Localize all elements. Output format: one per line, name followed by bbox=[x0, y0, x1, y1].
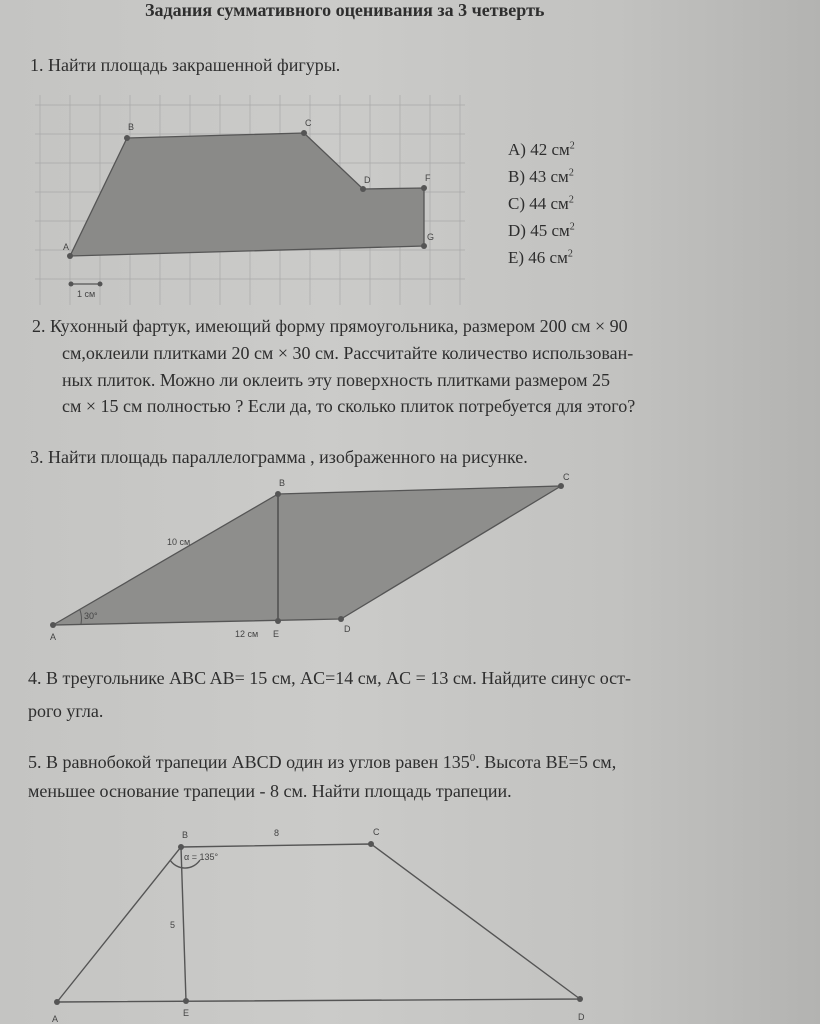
q5-point-b: B bbox=[182, 830, 189, 840]
q1-point-d: D bbox=[364, 175, 371, 185]
q3-parallelogram bbox=[53, 486, 561, 625]
q3-point-d: D bbox=[344, 624, 351, 634]
q3-point-a: A bbox=[50, 632, 57, 642]
q1-answer-d: D) 45 $см^2$ bbox=[508, 221, 575, 240]
q1-text: 1. Найти площадь закрашенной фигуры. bbox=[30, 55, 341, 75]
q1-point-f: F bbox=[425, 173, 431, 183]
q1-point-c: C bbox=[305, 118, 312, 128]
q5-point-d: D bbox=[578, 1012, 585, 1022]
q1-point-g: G bbox=[427, 232, 435, 242]
q5-point-c: C bbox=[373, 827, 380, 837]
q1-answer-b: B) 43 $см^2$ bbox=[508, 167, 574, 186]
q2-line-1: 2. Кухонный фартук, имеющий форму прямоугольника, размером 200 см × 90 bbox=[32, 316, 628, 336]
q1-answer-e: E) 46 $см^2$ bbox=[508, 248, 573, 267]
q1-answer-c: C) 44 $см^2$ bbox=[508, 194, 574, 213]
q2-line-2: см,оклеили плитками 20 см × 30 см. Рассчитайте количество использован- bbox=[62, 343, 634, 363]
q1-point-b: B bbox=[128, 122, 135, 132]
q5-top-label: 8 bbox=[274, 828, 280, 838]
q3-point-b: B bbox=[279, 478, 286, 488]
q5-point-e: E bbox=[183, 1008, 190, 1018]
q5-line-1: 5. В равнобокой трапеции ABCD один из углов равен $135^0$. Высота BE=5 см, bbox=[28, 752, 617, 772]
q3-text: 3. Найти площадь параллелограмма , изображенного на рисунке. bbox=[30, 447, 528, 467]
q3-point-c: C bbox=[563, 472, 570, 482]
q5-angle-label: α = 135° bbox=[184, 852, 219, 862]
q5-point-a: A bbox=[52, 1014, 59, 1024]
q1-shaded-figure bbox=[70, 133, 424, 256]
q1-scale-label: 1 см bbox=[77, 289, 96, 299]
q3-side-label: 10 см bbox=[167, 537, 191, 547]
q4-line-1: 4. В треугольнике ABC AB= 15 см, AC=14 см, AC = 13 см. Найдите синус ост- bbox=[28, 668, 632, 688]
q5-height-label: 5 bbox=[170, 920, 176, 930]
q3-base-label: 12 см bbox=[235, 629, 259, 639]
q4-line-2: рого угла. bbox=[28, 701, 104, 721]
page-title: Задания суммативного оценивания за 3 четверть bbox=[145, 0, 545, 20]
q3-point-e: E bbox=[273, 629, 280, 639]
q1-answer-a: A) 42 $см^2$ bbox=[508, 140, 575, 159]
q1-point-a: A bbox=[63, 242, 70, 252]
q2-line-4: см × 15 см полностью ? Если да, то сколько плиток потребуется для этого? bbox=[62, 396, 636, 416]
q2-line-3: ных плиток. Можно ли оклеить эту поверхность плитками размером 25 bbox=[62, 370, 610, 390]
q3-angle-label: 30° bbox=[84, 611, 98, 621]
q5-line-2: меньшее основание трапеции - 8 см. Найти площадь трапеции. bbox=[28, 781, 512, 801]
q5-trapezoid bbox=[57, 844, 580, 1002]
